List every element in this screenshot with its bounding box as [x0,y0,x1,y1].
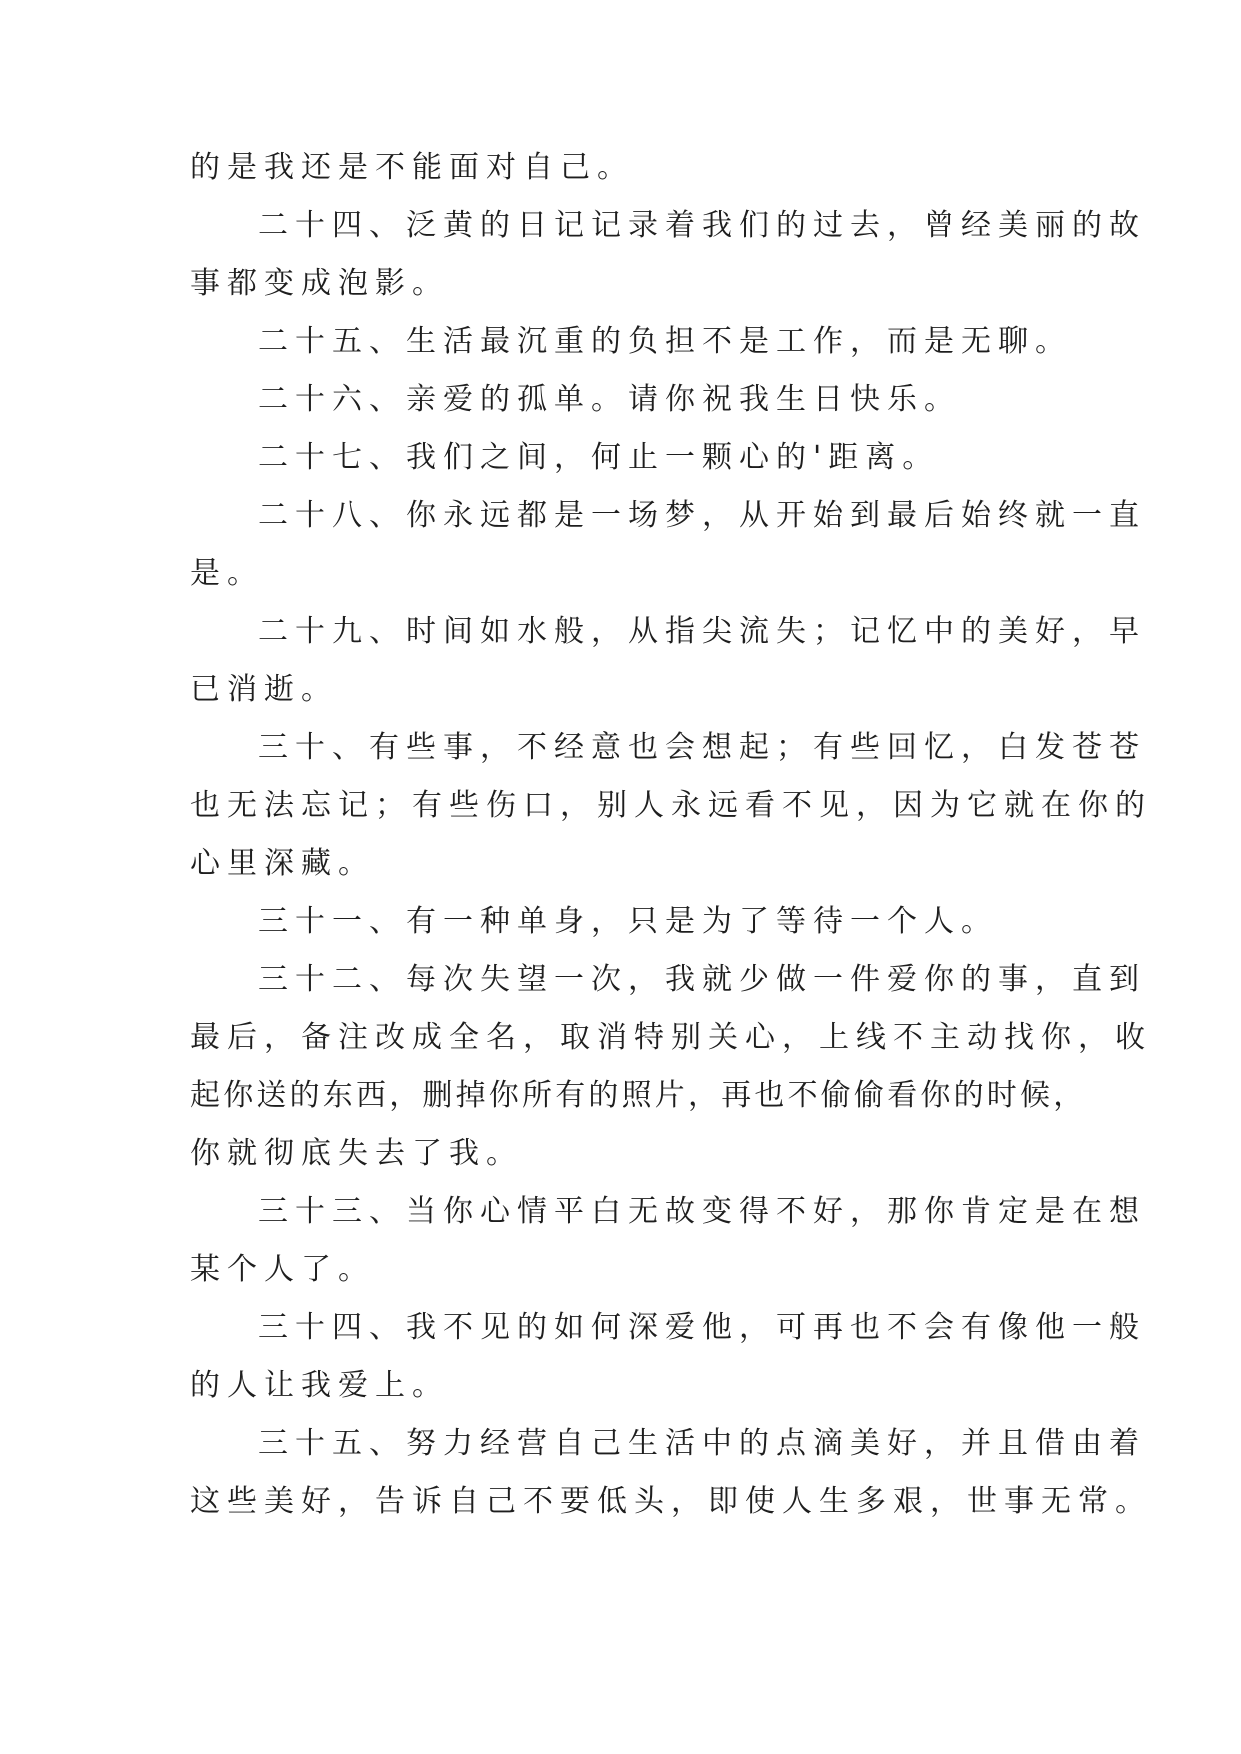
text-line: 三十五、努力经营自己生活中的点滴美好，并且借由着 [258,1426,1146,1461]
text-line: 也无法忘记；有些伤口，别人永远看不见，因为它就在你的 [190,788,1152,823]
text-line: 最后，备注改成全名，取消特别关心，上线不主动找你，收 [190,1020,1152,1055]
text-line: 事都变成泡影。 [190,266,449,301]
text-line: 二十六、亲爱的孤单。请你祝我生日快乐。 [258,382,961,417]
document-body [190,150,1152,1545]
text-line: 三十四、我不见的如何深爱他，可再也不会有像他一般 [258,1310,1146,1345]
text-line: 二十九、时间如水般，从指尖流失；记忆中的美好，早 [258,614,1146,649]
text-line: 起你送的东西，删掉你所有的照片，再也不偷偷看你的时候， [190,1078,1087,1113]
text-line: 三十二、每次失望一次，我就少做一件爱你的事，直到 [258,962,1146,997]
text-line: 三十、有些事，不经意也会想起；有些回忆，白发苍苍 [258,730,1146,765]
text-line: 二十四、泛黄的日记记录着我们的过去，曾经美丽的故 [258,208,1146,243]
text-line: 二十五、生活最沉重的负担不是工作，而是无聊。 [258,324,1072,359]
text-line: 的是我还是不能面对自己。 [190,150,634,185]
text-line: 三十三、当你心情平白无故变得不好，那你肯定是在想 [258,1194,1146,1229]
text-line: 这些美好，告诉自己不要低头，即使人生多艰，世事无常。 [190,1484,1152,1519]
text-line: 的人让我爱上。 [190,1368,449,1403]
text-line: 你就彻底失去了我。 [190,1136,523,1171]
text-line: 已消逝。 [190,672,338,707]
text-line: 心里深藏。 [190,846,375,881]
text-line: 二十八、你永远都是一场梦，从开始到最后始终就一直 [258,498,1146,533]
text-line: 二十七、我们之间，何止一颗心的'距离。 [258,440,940,475]
text-line: 是。 [190,556,264,591]
text-line: 某个人了。 [190,1252,375,1287]
text-line: 三十一、有一种单身，只是为了等待一个人。 [258,904,998,939]
